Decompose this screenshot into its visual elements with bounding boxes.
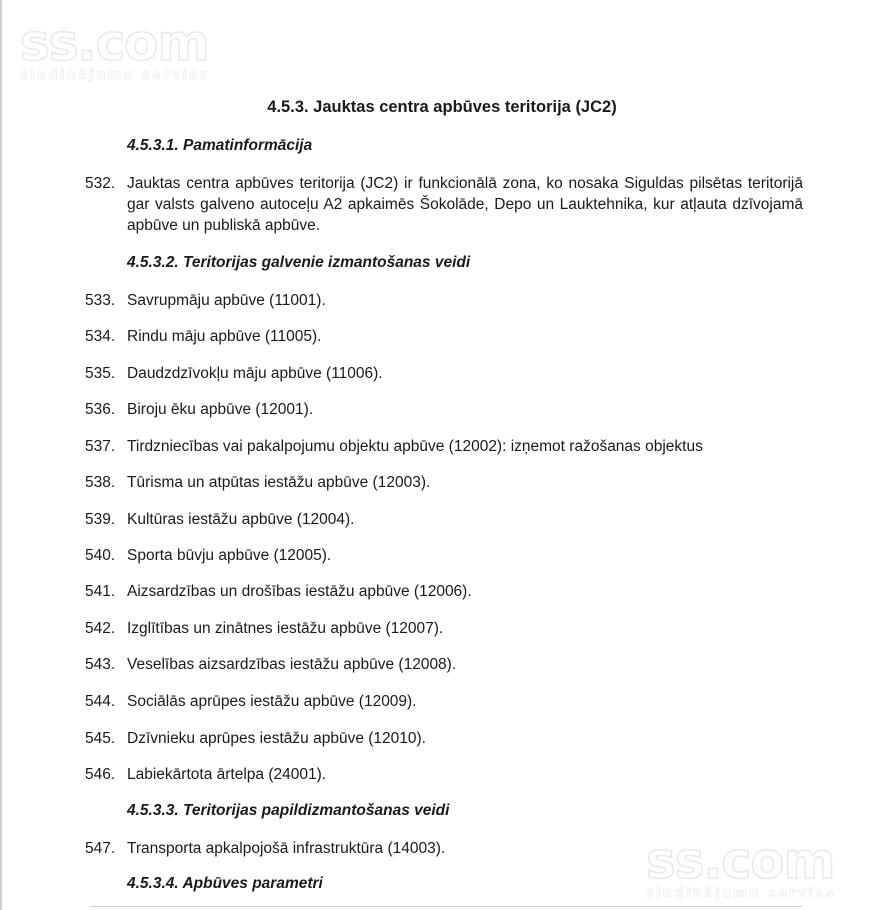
item-number: 547. [85,840,116,857]
item-text: Veselības aizsardzības iestāžu apbūve (12008). [127,656,457,673]
item-number: 543. [85,656,116,673]
item-number: 546. [85,766,116,783]
item-number: 544. [85,693,116,710]
list-item-543 [85,654,803,675]
list-item-537 [85,436,803,457]
item-text: Tūrisma un atpūtas iestāžu apbūve (12003). [127,474,431,491]
subsection-heading-secondary-uses: 4.5.3.3. Teritorijas papildizmantošanas veidi [127,802,450,819]
item-number: 542. [85,620,116,637]
item-number: 534. [85,328,116,345]
list-item-532 [85,173,803,236]
item-text: Dzīvnieku aprūpes iestāžu apbūve (12010). [127,730,426,747]
item-number: 533. [85,292,116,309]
item-number: 538. [85,474,116,491]
item-number: 539. [85,511,116,528]
subsection-heading-basic-info: 4.5.3.1. Pamatinformācija [127,137,313,154]
list-item-544 [85,691,803,712]
list-item-539 [85,509,803,530]
item-number: 541. [85,583,116,600]
list-item-546 [85,764,803,785]
page-left-border [0,0,2,910]
subsection-heading-main-uses: 4.5.3.2. Teritorijas galvenie izmantošanas veidi [127,254,471,271]
watermark-tagline: sludinājumu serviss [646,886,836,901]
watermark-logo-top [20,14,210,83]
list-item-540 [85,545,803,566]
item-number: 532. [85,175,116,192]
item-number: 540. [85,547,116,564]
item-text: Transporta apkalpojošā infrastruktūra (14003). [127,840,446,857]
list-item-545 [85,728,803,749]
watermark-logo-bottom [646,832,836,901]
item-number: 537. [85,438,116,455]
item-text: Labiekārtota ārtelpa (24001). [127,766,327,783]
list-item-534 [85,326,803,347]
item-text: Rindu māju apbūve (11005). [127,328,322,345]
watermark-brand: ss.com [20,14,209,72]
item-text: Daudzdzīvokļu māju apbūve (11006). [127,365,383,382]
list-item-541 [85,581,803,602]
table-top-border [90,906,802,907]
item-number: 545. [85,730,116,747]
subsection-heading-building-parameters: 4.5.3.4. Apbūves parametri [127,875,323,892]
item-text: Sporta būvju apbūve (12005). [127,547,332,564]
item-text: Savrupmāju apbūve (11001). [127,292,326,309]
watermark-tagline: sludinājumu serviss [20,68,210,83]
list-item-533 [85,290,803,311]
list-item-538 [85,472,803,493]
item-text: Aizsardzības un drošības iestāžu apbūve (12006). [127,583,472,600]
list-item-542 [85,618,803,639]
item-number: 535. [85,365,116,382]
item-text: Tirdzniecības vai pakalpojumu objektu apbūve (12002): izņemot ražošanas objektus [127,438,703,455]
list-item-535 [85,363,803,384]
item-text: Sociālās aprūpes iestāžu apbūve (12009). [127,693,417,710]
item-text: Izglītības un zinātnes iestāžu apbūve (12007). [127,620,444,637]
item-text: Kultūras iestāžu apbūve (12004). [127,511,355,528]
item-number: 536. [85,401,116,418]
list-item-536 [85,399,803,420]
watermark-brand: ss.com [646,832,835,890]
item-text: Jauktas centra apbūves teritorija (JC2) ir funkcionālā zona, ko nosaka Siguldas pilsētas teritorijā gar valsts galveno autoceļu A2 apkaimēs Šokolāde, Depo un Lauktehnika, kur atļauta dzīvojamā apbūve un publiskā apbūve. [127,175,803,234]
item-text: Biroju ēku apbūve (12001). [127,401,314,418]
section-title: 4.5.3. Jauktas centra apbūves teritorija (JC2) [267,98,617,116]
